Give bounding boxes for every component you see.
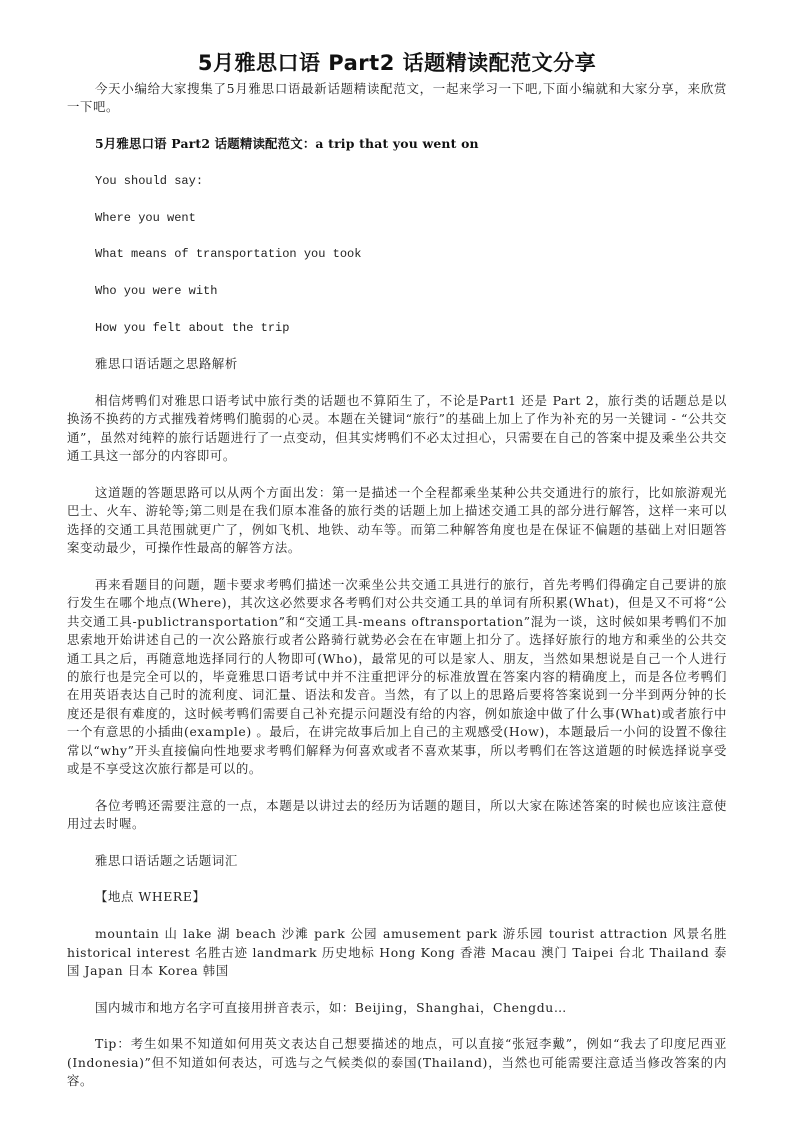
intro-paragraph: 今天小编给大家搜集了5月雅思口语最新话题精读配范文，一起来学习一下吧,下面小编就和大家分享，来欣赏一下吧。 (67, 81, 727, 115)
body-paragraph: 国内城市和地方名字可直接用拼音表示，如：Beijing，Shanghai，Chengdu… (95, 999, 567, 1015)
body-paragraph: 各位考鸭还需要注意的一点，本题是以讲过去的经历为话题的题目，所以大家在陈述答案的时候也应该注意使用过去时喔。 (67, 797, 727, 832)
cue-card-prompt: You should say: (95, 173, 204, 188)
section-heading: 雅思口语话题之话题词汇 (95, 852, 238, 868)
section-heading: 雅思口语话题之思路解析 (95, 356, 238, 372)
cue-card-item: What means of transportation you took (95, 247, 362, 262)
cue-card-item: Who you were with (95, 283, 218, 298)
body-paragraph: 相信烤鸭们对雅思口语考试中旅行类的话题也不算陌生了，不论是Part1 还是 Part 2，旅行类的话题总是以换汤不换药的方式摧残着烤鸭们脆弱的心灵。本题在关键词“旅行”的基础上加上了作为补充的另一关键词 - “公共交通”，虽然对纯粹的旅行话题进行了一点变动，但其实烤鸭们不必太过担心，只需要在自己的答案中提及乘坐公共交通工具这一部分的内容即可。 (67, 393, 727, 464)
cue-card-item: Where you went (95, 210, 196, 225)
document-body (67, 80, 727, 1109)
vocabulary-list: mountain 山 lake 湖 beach 沙滩 park 公园 amusement park 游乐园 tourist attraction 风景名胜 historical interest 名胜古迹 landmark 历史地标 Hong Kong 香港 Macau 澳门 Taipei 台北 Thailand 泰国 Japan 日本 Korea 韩国 (67, 926, 727, 978)
body-paragraph: 再来看题目的问题，题卡要求考鸭们描述一次乘坐公共交通工具进行的旅行，首先考鸭们得确定自己要讲的旅行发生在哪个地点(Where)，其次这必然要求各考鸭们对公共交通工具的单词有所积累(What)，但是又不可将“公共交通工具-publictransportation”和“交通工具-means oftransportation”混为一谈，这时候如果考鸭们不加思索地开始讲述自己的一次公路旅行或者公路骑行就势必会在在审题上扣分了。选择好旅行的地方和乘坐的公共交通工具之后，再随意地选择同行的人物即可(Who)，最常见的可以是家人、朋友，当然如果想说是自己一个人进行的旅行也是完全可以的，毕竟雅思口语考试中并不注重把评分的标准放置在答案内容的精确度上，而是各位考鸭们在用英语表达自己时的流利度、词汇量、语法和发音。当然，有了以上的思路后要将答案说到一分半到两分钟的长度还是很有难度的，这时候考鸭们需要自己补充提示问题没有给的内容，例如旅途中做了什么事(What)或者旅行中一个有意思的小插曲(example) 。最后，在讲完故事后加上自己的主观感受(How)，本题最后一小问的设置不像往常以“why”开头直接偏向性地要求考鸭们解释为何喜欢或者不喜欢某事，所以考鸭们在答这道题的时候选择说享受或是不享受这次旅行都是可以的。 (67, 576, 727, 776)
document-title: 5月雅思口语 Part2 话题精读配范文分享 (197, 51, 597, 76)
topic-heading: 5月雅思口语 Part2 话题精读配范文：a trip that you went on (95, 136, 479, 152)
body-paragraph: 这道题的答题思路可以从两个方面出发：第一是描述一个全程都乘坐某种公共交通进行的旅行，比如旅游观光巴士、火车、游轮等;第二则是在我们原本准备的旅行类的话题上加上描述交通工具的部分进行解答，这样一来可以选择的交通工具范围就更广了，例如飞机、地铁、动车等。而第二种解答角度也是在保证不偏题的基础上对旧题答案变动最少，可操作性最高的解答方法。 (67, 484, 727, 556)
subsection-heading: 【地点 WHERE】 (95, 889, 206, 905)
tip-paragraph: Tip：考生如果不知道如何用英文表达自己想要描述的地点，可以直接“张冠李戴”，例如“我去了印度尼西亚(Indonesia)”但不知道如何表达，可选与之气候类似的泰国(Thailand)，当然也可能需要注意适当修改答案的内容。 (67, 1036, 727, 1089)
cue-card-item: How you felt about the trip (95, 320, 290, 335)
